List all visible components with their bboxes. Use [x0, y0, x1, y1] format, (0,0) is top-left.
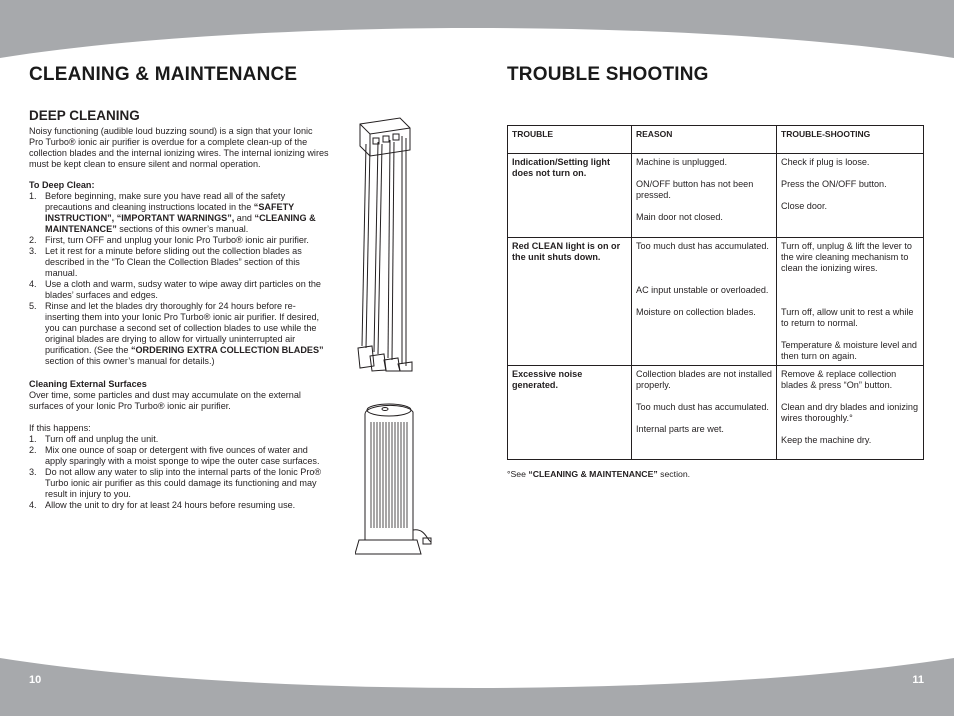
reason-text: ON/OFF button has not been pressed.: [636, 179, 754, 200]
trouble-shooting-table: [507, 125, 924, 460]
table-header-row: [508, 126, 924, 154]
step-text: “ORDERING EXTRA COLLECTION BLADES”: [130, 345, 324, 355]
top-banner: [0, 0, 954, 62]
step-number: 1.: [29, 434, 37, 444]
footnote-bold: “CLEANING & MAINTENANCE”: [528, 469, 658, 479]
cell-trouble: Excessive noise generated.: [508, 366, 632, 460]
list-item: [29, 434, 329, 445]
cell-fix: [777, 366, 924, 460]
deep-clean-steps: [29, 191, 329, 367]
fix-text: Turn off, unplug & lift the lever to the wire cleaning mechanism to clean the ionizing wires.: [781, 241, 912, 273]
cell-reason: [632, 154, 777, 238]
deep-cleaning-section: [29, 126, 329, 511]
cell-trouble: Red CLEAN light is on or the unit shuts down.: [508, 238, 632, 366]
cell-fix: [777, 238, 924, 366]
table-row: [508, 238, 924, 366]
step-text: Do not allow any water to slip into the internal parts of the Ionic Pro® Turbo ionic air purifier as this could damage its functioning and may result in injury to you.: [45, 467, 322, 499]
external-surfaces-intro: Over time, some particles and dust may accumulate on the external surfaces of your Ionic Pro Turbo® ionic air purifier.: [29, 390, 301, 411]
step-text: sections of this owner’s manual.: [116, 224, 249, 234]
step-text: First, turn OFF and unplug your Ionic Pro Turbo® ionic air purifier.: [45, 235, 309, 245]
step-number: 3.: [29, 246, 37, 256]
list-item: [29, 235, 329, 246]
cell-trouble: Indication/Setting light does not turn on.: [508, 154, 632, 238]
fix-text: Remove & replace collection blades & press “On” button.: [781, 369, 897, 390]
trouble-shooting-heading: TROUBLE SHOOTING: [507, 64, 709, 85]
step-number: 3.: [29, 467, 37, 477]
air-purifier-illustration: [355, 400, 435, 560]
step-text: Turn off and unplug the unit.: [45, 434, 159, 444]
step-text: Use a cloth and warm, sudsy water to wipe away dirt particles on the blades’ surfaces and edges.: [45, 279, 321, 300]
step-number: 2.: [29, 445, 37, 455]
header-trouble: TROUBLE: [508, 126, 632, 154]
fix-text: Keep the machine dry.: [781, 435, 872, 445]
list-item: [29, 301, 329, 367]
step-text: “CLEANING & MAINTENANCE”: [45, 213, 316, 234]
step-text: “SAFETY INSTRUCTION”, “IMPORTANT WARNINGS”,: [45, 202, 295, 223]
fix-text: Close door.: [781, 201, 828, 211]
footnote-prefix: °See: [507, 469, 529, 479]
fix-text: Clean and dry blades and ionizing wires thoroughly.°: [781, 402, 919, 423]
step-number: 1.: [29, 191, 37, 201]
list-item: [29, 279, 329, 301]
table-row: [508, 366, 924, 460]
header-reason: REASON: [632, 126, 777, 154]
step-text: Rinse and let the blades dry thoroughly for 24 hours before re-inserting them into your Ionic Pro Turbo® ionic air purifier. If desired, you can purchase a second set of collection blades to use while the original blades are drying to allow for virtually uninterrupted air purification. (See the: [45, 301, 320, 355]
step-number: 4.: [29, 500, 37, 510]
reason-text: Main door not closed.: [636, 212, 723, 222]
if-this-happens: If this happens:: [29, 423, 91, 433]
to-deep-clean-subheading: To Deep Clean:: [29, 180, 95, 190]
list-item: [29, 246, 329, 279]
reason-text: Too much dust has accumulated.: [636, 402, 769, 412]
reason-text: Internal parts are wet.: [636, 424, 724, 434]
list-item: [29, 467, 329, 500]
step-text: Let it rest for a minute before sliding out the collection blades as described in the “To Clean the Collection Blades” section of this manual.: [45, 246, 302, 278]
table-row: [508, 154, 924, 238]
deep-cleaning-heading: DEEP CLEANING: [29, 108, 140, 123]
page-number-right: 11: [912, 674, 924, 686]
deep-cleaning-intro: Noisy functioning (audible loud buzzing sound) is a sign that your Ionic Pro Turbo® ionic air purifier is overdue for a complete clean-up of the collection blades and the internal ionizing wires. The internal ionizing wires must be kept clean to ensure silent and normal operation.: [29, 126, 329, 169]
page-number-left: 10: [29, 674, 42, 686]
cleaning-maintenance-heading: CLEANING & MAINTENANCE: [29, 64, 298, 85]
collection-blades-illustration: [352, 114, 422, 372]
reason-text: AC input unstable or overloaded.: [636, 285, 769, 295]
step-number: 2.: [29, 235, 37, 245]
list-item: [29, 191, 329, 235]
step-text: Before beginning, make sure you have read all of the safety precautions and cleaning instructions located in the: [45, 191, 286, 212]
fix-text: Check if plug is loose.: [781, 157, 870, 167]
list-item: [29, 445, 329, 467]
reason-text: Collection blades are not installed properly.: [636, 369, 772, 390]
cell-fix: [777, 154, 924, 238]
fix-text: Press the ON/OFF button.: [781, 179, 887, 189]
external-surfaces-heading: Cleaning External Surfaces: [29, 379, 147, 389]
step-text: Mix one ounce of soap or detergent with five ounces of water and apply sparingly with a moist sponge to wipe the outer case surfaces.: [45, 445, 320, 466]
cell-reason: [632, 238, 777, 366]
bottom-banner: [0, 654, 954, 716]
fix-text: Temperature & moisture level and then turn on again.: [781, 340, 917, 361]
reason-text: Too much dust has accumulated.: [636, 241, 769, 251]
step-text: section of this owner’s manual for details.): [45, 356, 215, 366]
step-text: Allow the unit to dry for at least 24 hours before resuming use.: [45, 500, 296, 510]
reason-text: Moisture on collection blades.: [636, 307, 756, 317]
step-number: 4.: [29, 279, 37, 289]
step-number: 5.: [29, 301, 37, 311]
header-trouble-shooting: TROUBLE-SHOOTING: [777, 126, 924, 154]
footnote-suffix: section.: [657, 469, 691, 479]
cell-reason: [632, 366, 777, 460]
step-text: and: [234, 213, 255, 223]
footnote: [507, 469, 690, 479]
fix-text: Turn off, allow unit to rest a while to return to normal.: [781, 307, 914, 328]
reason-text: Machine is unplugged.: [636, 157, 727, 167]
list-item: [29, 500, 329, 511]
external-clean-steps: [29, 434, 329, 511]
